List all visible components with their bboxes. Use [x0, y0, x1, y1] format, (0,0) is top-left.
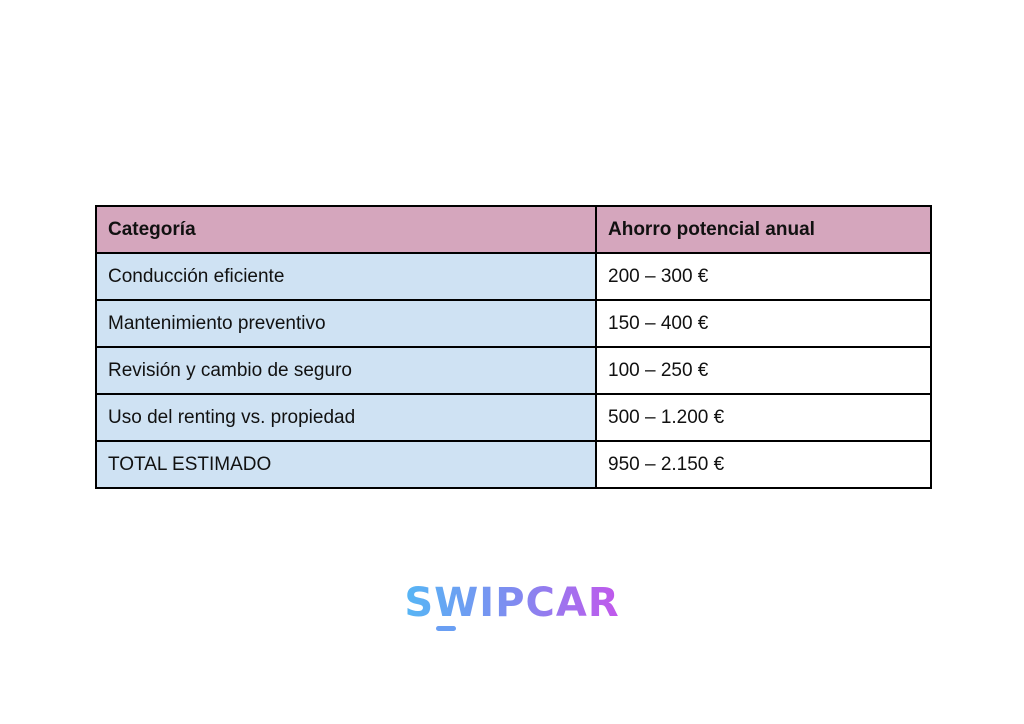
row-category: Conducción eficiente: [96, 253, 596, 300]
header-category: Categoría: [96, 206, 596, 253]
logo-underline-mark: [436, 626, 456, 631]
table-row: [96, 253, 931, 300]
table-header-row: [96, 206, 931, 253]
header-savings: Ahorro potencial anual: [596, 206, 931, 253]
logo-wordmark: SWIPCAR: [404, 580, 619, 626]
total-label: TOTAL ESTIMADO: [96, 441, 596, 488]
brand-logo: [0, 580, 1024, 626]
row-category: Mantenimiento preventivo: [96, 300, 596, 347]
table-row: [96, 347, 931, 394]
savings-table: [95, 205, 932, 489]
row-category: Uso del renting vs. propiedad: [96, 394, 596, 441]
total-value: 950 – 2.150 €: [596, 441, 931, 488]
table-row: [96, 300, 931, 347]
table-row-total: [96, 441, 931, 488]
row-value: 100 – 250 €: [596, 347, 931, 394]
row-category: Revisión y cambio de seguro: [96, 347, 596, 394]
table-row: [96, 394, 931, 441]
row-value: 150 – 400 €: [596, 300, 931, 347]
row-value: 200 – 300 €: [596, 253, 931, 300]
row-value: 500 – 1.200 €: [596, 394, 931, 441]
